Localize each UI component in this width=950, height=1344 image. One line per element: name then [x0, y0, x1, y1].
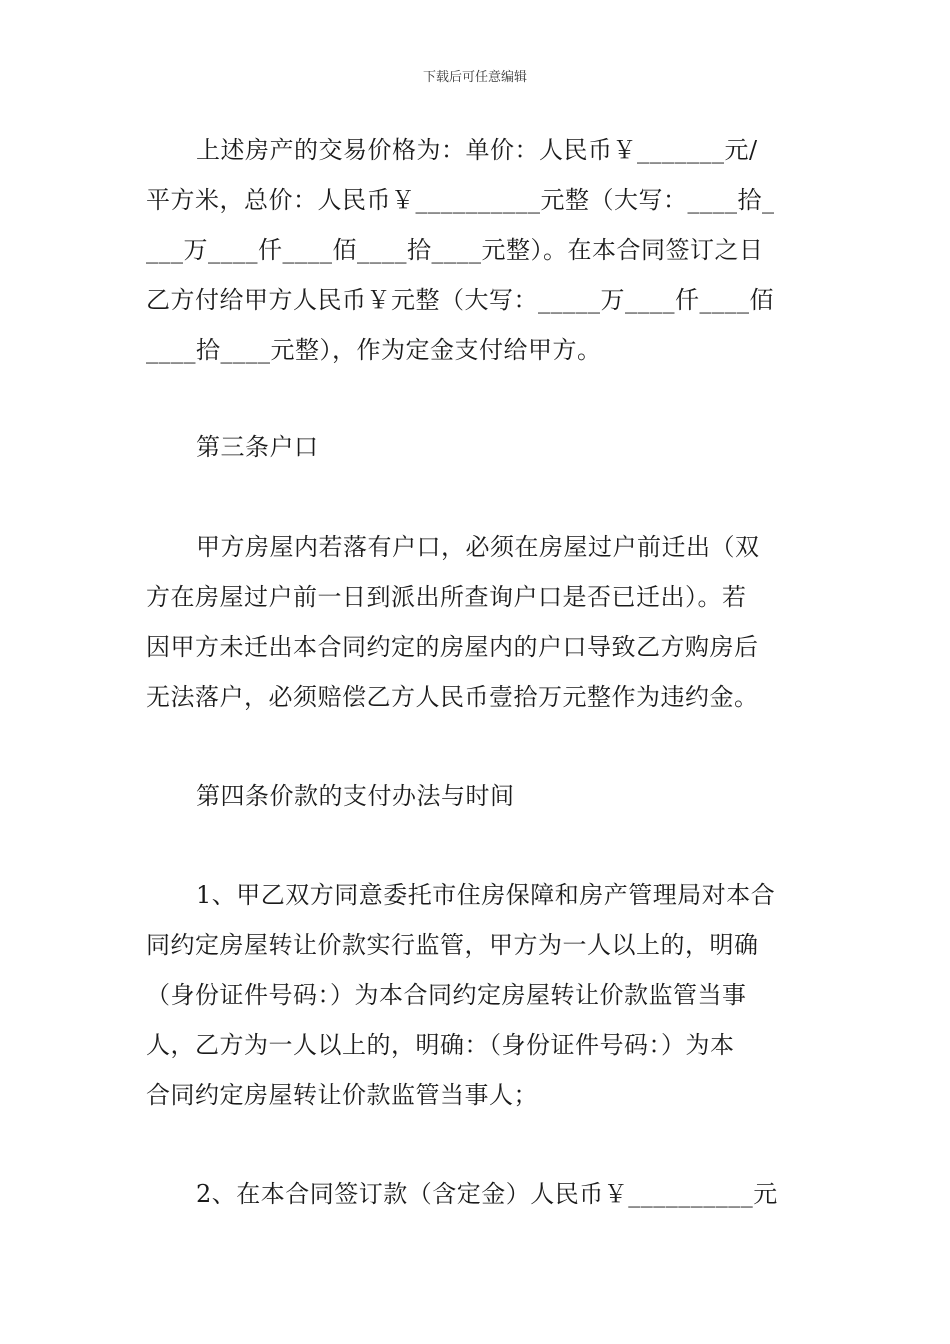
- article-4-item-1-line-3: （身份证件号码：）为本合同约定房屋转让价款监管当事: [146, 981, 747, 1009]
- article-3-line-1: 甲方房屋内若落有户口，必须在房屋过户前迁出（双: [196, 533, 760, 561]
- article-4-item-2-line-1: 2、在本合同签订款（含定金）人民币￥__________元: [196, 1180, 778, 1208]
- price-paragraph-line-3: ___万____仟____佰____拾____元整）。在本合同签订之日: [146, 236, 764, 264]
- article-4-item-1-line-5: 合同约定房屋转让价款监管当事人；: [146, 1081, 538, 1109]
- price-paragraph-line-1: 上述房产的交易价格为：单价：人民币￥_______元/: [196, 136, 758, 164]
- article-3-line-2: 方在房屋过户前一日到派出所查询户口是否已迁出）。若: [146, 583, 747, 611]
- article-4-item-1-line-4: 人，乙方为一人以上的，明确：（身份证件号码：）为本: [146, 1031, 735, 1059]
- article-4-item-1-line-2: 同约定房屋转让价款实行监管，甲方为一人以上的，明确: [146, 931, 759, 959]
- price-paragraph-line-5: ____拾____元整），作为定金支付给甲方。: [146, 336, 602, 364]
- article-3-line-4: 无法落户，必须赔偿乙方人民币壹拾万元整作为违约金。: [146, 683, 759, 711]
- article-3-heading: 第三条户口: [196, 433, 319, 461]
- article-4-heading: 第四条价款的支付办法与时间: [196, 782, 515, 810]
- price-paragraph-line-2: 平方米，总价：人民币￥__________元整（大写：____拾_: [146, 186, 775, 214]
- article-4-item-1-line-1: 1、甲乙双方同意委托市住房保障和房产管理局对本合: [196, 881, 776, 909]
- price-paragraph-line-4: 乙方付给甲方人民币￥元整（大写：_____万____仟____佰: [146, 286, 774, 314]
- article-3-line-3: 因甲方未迁出本合同约定的房屋内的户口导致乙方购房后: [146, 633, 759, 661]
- page-header: 下载后可任意编辑: [422, 70, 527, 85]
